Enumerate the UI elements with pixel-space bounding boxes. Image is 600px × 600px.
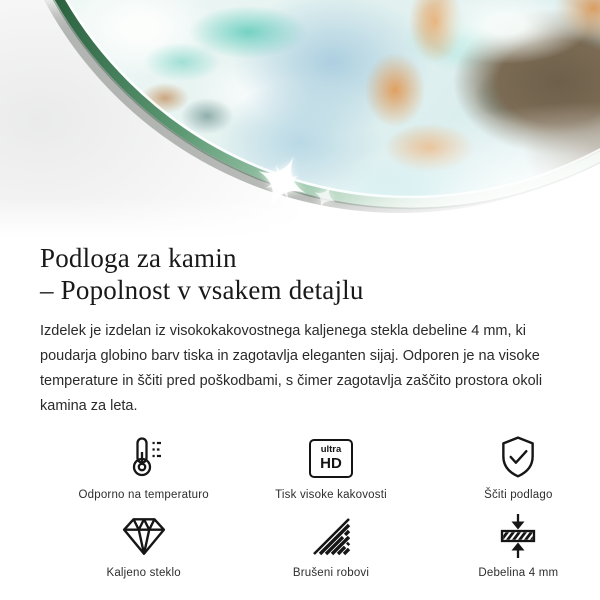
shield-check-icon xyxy=(497,433,539,483)
title-line-1: Podloga za kamin xyxy=(40,243,237,273)
polished-edges-icon xyxy=(310,511,352,561)
sparkle-icon xyxy=(250,150,314,214)
feature-label: Debelina 4 mm xyxy=(478,567,559,579)
feature-thickness xyxy=(425,511,600,579)
feature-protection xyxy=(425,433,600,501)
sparkle-icon xyxy=(311,183,339,211)
feature-label: Ščiti podlago xyxy=(484,489,553,501)
feature-polished-edges xyxy=(237,511,424,579)
feature-temperature xyxy=(50,433,237,501)
features-grid xyxy=(50,433,600,579)
feature-print-quality xyxy=(237,433,424,501)
product-description: Izdelek je izdelan iz visokokakovostnega kaljenega stekla debeline 4 mm, ki poudarja globino barv tiska in zagotavlja eleganten sijaj. Odporen je na visoke temperature in ščiti pred poškodbami, s čimer zagotavlja zaščito prostora okoli kamina za leta. xyxy=(40,323,543,414)
product-image xyxy=(0,0,600,236)
thickness-icon xyxy=(498,511,538,561)
feature-tempered-glass xyxy=(50,511,237,579)
title-line-2: – Popolnost v vsakem detajlu xyxy=(40,275,364,305)
ultra-hd-icon xyxy=(309,433,353,483)
ultra-hd-icon-text: HD xyxy=(320,454,342,472)
product-description-section xyxy=(0,242,600,579)
ultra-hd-icon-text: ultra xyxy=(320,444,342,456)
feature-label: Kaljeno steklo xyxy=(106,567,181,579)
thermometer-icon xyxy=(120,433,168,483)
page-title xyxy=(40,242,570,306)
feature-label: Odporno na temperaturo xyxy=(78,489,209,501)
feature-label: Brušeni robovi xyxy=(292,567,370,579)
diamond-icon xyxy=(121,511,167,561)
feature-label: Tisk visoke kakovosti xyxy=(275,489,387,501)
